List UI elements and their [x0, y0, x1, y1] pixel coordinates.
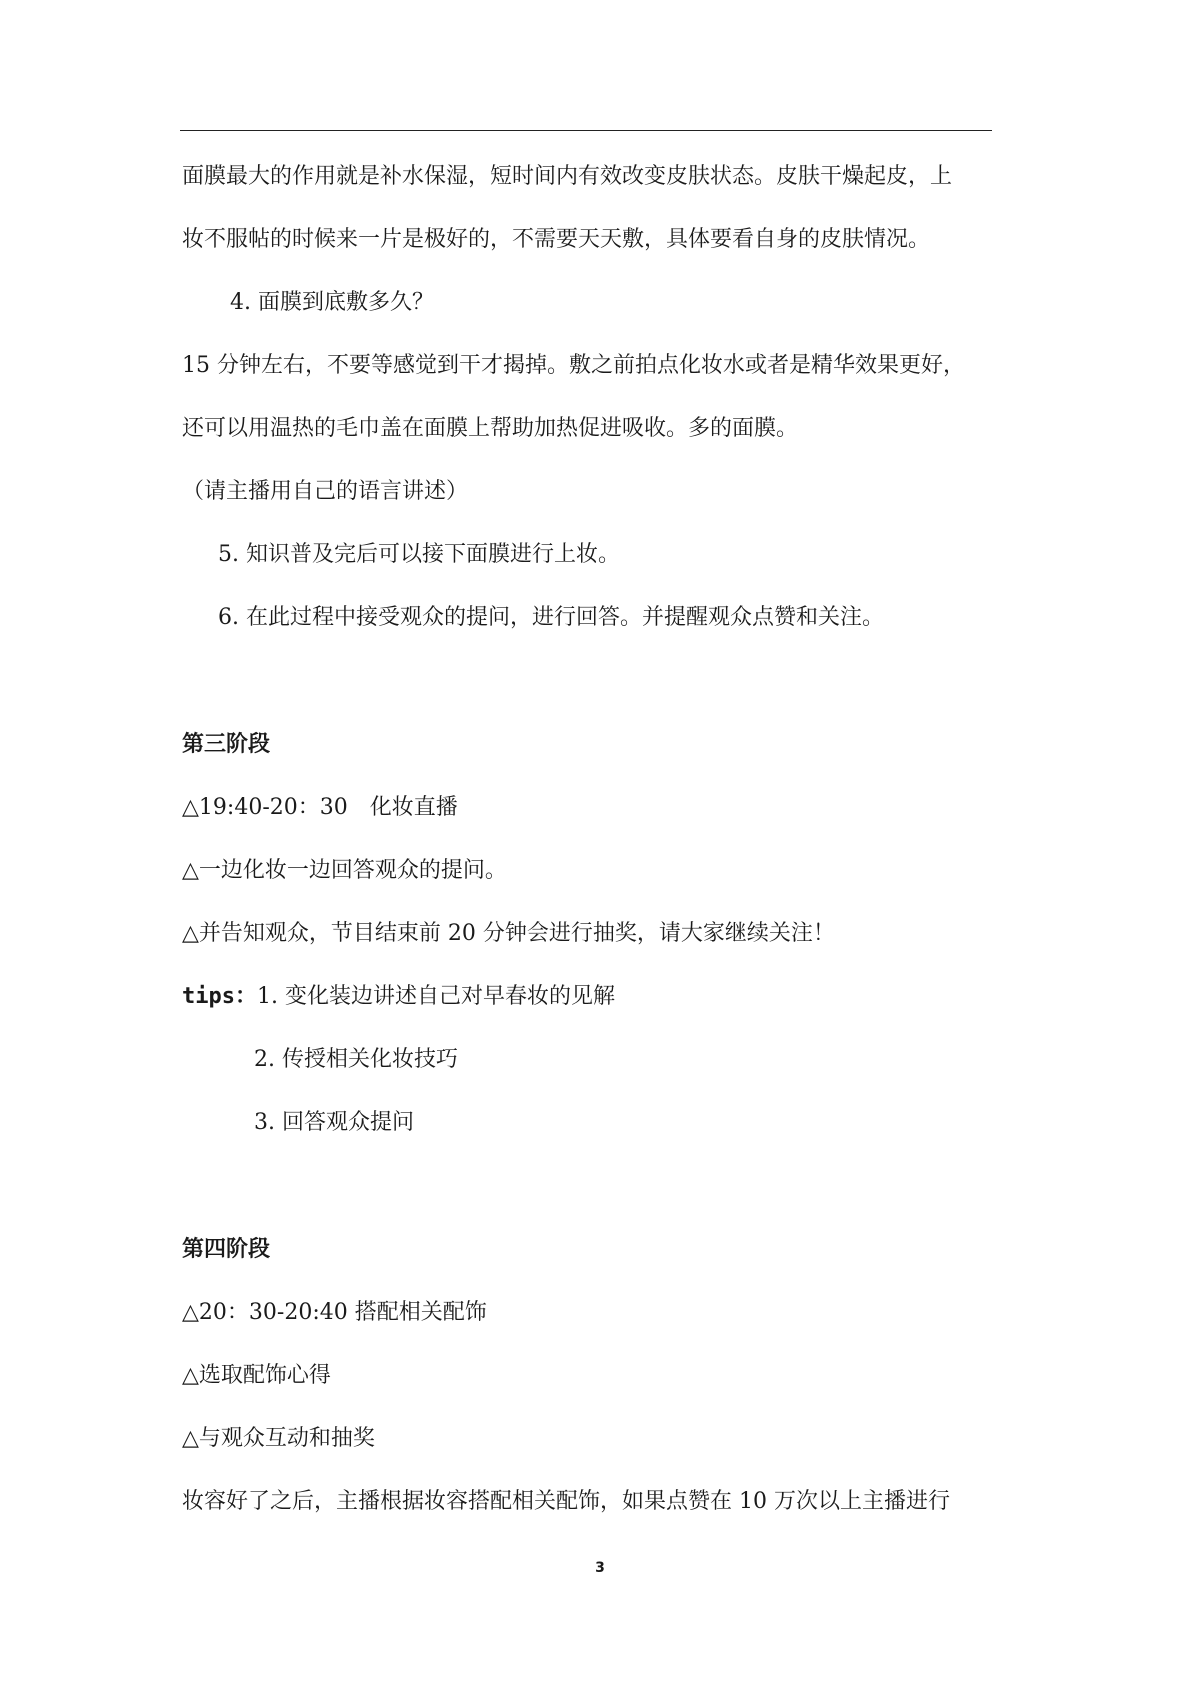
- paragraph-line: 还可以用温热的毛巾盖在面膜上帮助加热促进吸收。多的面膜。: [182, 416, 799, 441]
- tip-item-1: 1. 变化装边讲述自己对早春妆的见解: [256, 984, 615, 1009]
- stage4-paragraph-line: 妆容好了之后，主播根据妆容搭配相关配饰，如果点赞在 10 万次以上主播进行: [182, 1489, 950, 1514]
- paragraph-line: 面膜最大的作用就是补水保湿，短时间内有效改变皮肤状态。皮肤干燥起皮，上: [182, 164, 953, 189]
- tip-item-2: 2. 传授相关化妆技巧: [254, 1047, 458, 1072]
- presenter-note: （请主播用自己的语言讲述）: [182, 479, 469, 504]
- stage3-line: △一边化妆一边回答观众的提问。: [182, 858, 507, 883]
- paragraph-line: 妆不服帖的时候来一片是极好的，不需要天天敷，具体要看自身的皮肤情况。: [182, 227, 931, 252]
- tip-item-3: 3. 回答观众提问: [254, 1110, 414, 1135]
- list-item-4: 4. 面膜到底敷多久？: [230, 290, 434, 315]
- stage4-heading: 第四阶段: [182, 1237, 271, 1262]
- stage4-line: △选取配饰心得: [182, 1363, 331, 1388]
- tips-row: [182, 982, 615, 1012]
- stage3-line: △并告知观众，节目结束前 20 分钟会进行抽奖，请大家继续关注！: [182, 921, 835, 946]
- stage4-time-line: △20：30-20:40 搭配相关配饰: [182, 1300, 487, 1325]
- list-item-5: 5. 知识普及完后可以接下面膜进行上妆。: [218, 542, 620, 567]
- paragraph-line: 15 分钟左右，不要等感觉到干才揭掉。敷之前拍点化妆水或者是精华效果更好，: [182, 353, 965, 378]
- header-rule: [180, 130, 992, 131]
- stage4-line: △与观众互动和抽奖: [182, 1426, 375, 1451]
- tips-label: tips：: [182, 984, 257, 1009]
- stage3-time-line: △19:40-20：30 化妆直播: [182, 795, 458, 820]
- stage3-heading: 第三阶段: [182, 732, 271, 757]
- page-number: 3: [595, 1560, 605, 1576]
- list-item-6: 6. 在此过程中接受观众的提问，进行回答。并提醒观众点赞和关注。: [218, 605, 884, 630]
